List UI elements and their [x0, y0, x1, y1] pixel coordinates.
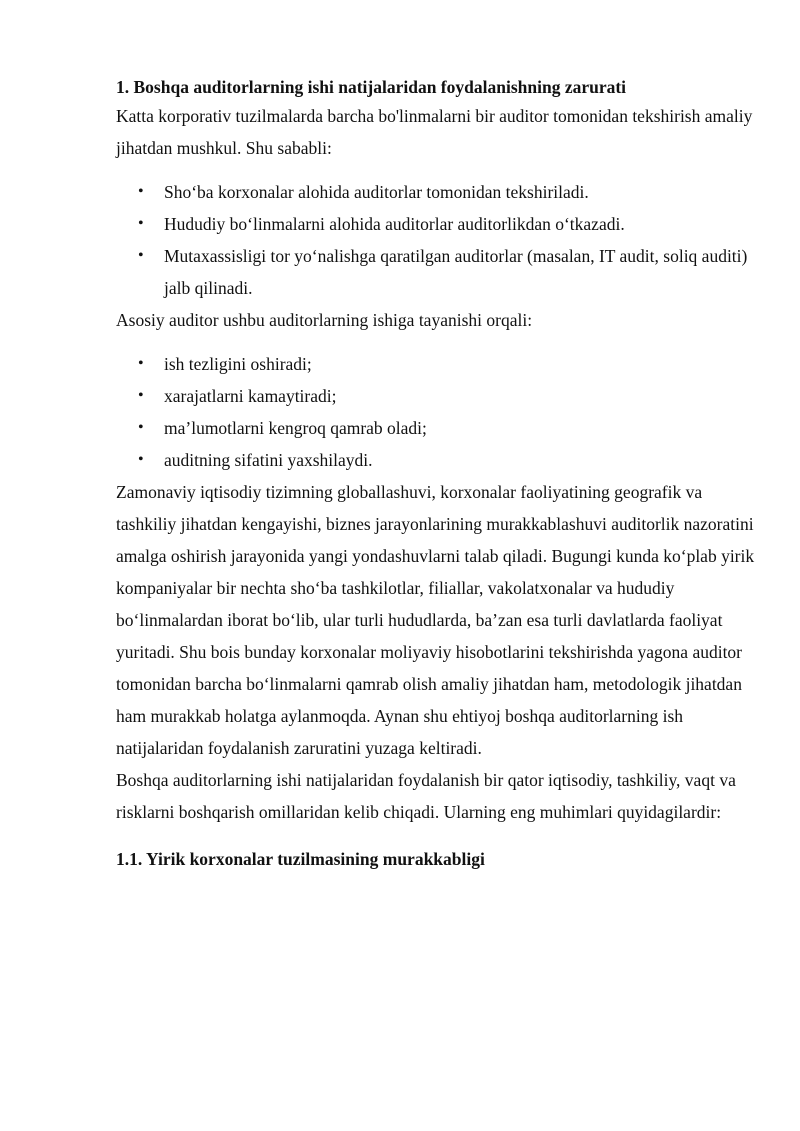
- list-item-text: Sho‘ba korxonalar alohida auditorlar tomonidan tekshiriladi.: [164, 182, 589, 202]
- bullet-list-2: [116, 348, 756, 476]
- list-item-text: Mutaxassisligi tor yo‘nalishga qaratilgan auditorlar (masalan, IT audit, soliq auditi) jalb qilinadi.: [164, 246, 748, 298]
- section-heading-1-1: 1.1. Yirik korxonalar tuzilmasining murakkabligi: [116, 849, 485, 869]
- list-item-text: xarajatlarni kamaytiradi;: [164, 386, 337, 406]
- bullet-icon: •: [138, 215, 144, 232]
- bullet-icon: •: [138, 387, 144, 404]
- bullet-icon: •: [138, 183, 144, 200]
- list-item-text: Hududiy bo‘linmalarni alohida auditorlar auditorlikdan o‘tkazadi.: [164, 214, 625, 234]
- list-item: [116, 176, 756, 208]
- list-item-text: auditning sifatini yaxshilaydi.: [164, 450, 373, 470]
- list-item: [116, 240, 756, 304]
- list-item: [116, 380, 756, 412]
- main-paragraph: Zamonaviy iqtisodiy tizimning globallashuvi, korxonalar faoliyatining geografik va tashkiliy jihatdan kengayishi, biznes jarayonlarining murakkablashuvi auditorlik nazoratini amalga oshirish jarayonida yangi yondashuvlarni talab qiladi. Bugungi kunda ko‘plab yirik kompaniyalar bir nechta sho‘ba tashkilotlar, filiallar, vakolatxonalar va hududiy bo‘linmalardan iborat bo‘lib, ular turli hududlarda, ba’zan esa turli davlatlarda faoliyat yuritadi. Shu bois bunday korxonalar moliyaviy hisobotlarini tekshirishda yagona auditor tomonidan barcha bo‘linmalarni qamrab olish amaliy jihatdan ham, metodologik jihatdan ham murakkab holatga aylanmoqda. Aynan shu ehtiyoj boshqa auditorlarning ish natijalaridan foydalanish zaruratini yuzaga keltiradi.: [116, 482, 755, 758]
- bullet-icon: •: [138, 419, 144, 436]
- list-item: [116, 348, 756, 380]
- list-item-text: ish tezligini oshiradi;: [164, 354, 312, 374]
- intro-paragraph: Katta korporativ tuzilmalarda barcha bo'linmalarni bir auditor tomonidan tekshirish amaliy jihatdan mushkul. Shu sababli:: [116, 106, 753, 158]
- list-item-text: ma’lumotlarni kengroq qamrab oladi;: [164, 418, 427, 438]
- bullet-icon: •: [138, 355, 144, 372]
- lead-paragraph: Asosiy auditor ushbu auditorlarning ishiga tayanishi orqali:: [116, 310, 533, 330]
- bullet-list-1: [116, 176, 756, 304]
- factors-paragraph: Boshqa auditorlarning ishi natijalaridan foydalanish bir qator iqtisodiy, tashkiliy, vaqt va risklarni boshqarish omillaridan kelib chiqadi. Ularning eng muhimlari quyidagilardir:: [116, 770, 736, 822]
- document-page: [116, 74, 756, 872]
- bullet-icon: •: [138, 451, 144, 468]
- list-item: [116, 412, 756, 444]
- bullet-icon: •: [138, 247, 144, 264]
- list-item: [116, 444, 756, 476]
- list-item: [116, 208, 756, 240]
- section-heading-1: 1. Boshqa auditorlarning ishi natijalaridan foydalanishning zarurati: [116, 77, 627, 97]
